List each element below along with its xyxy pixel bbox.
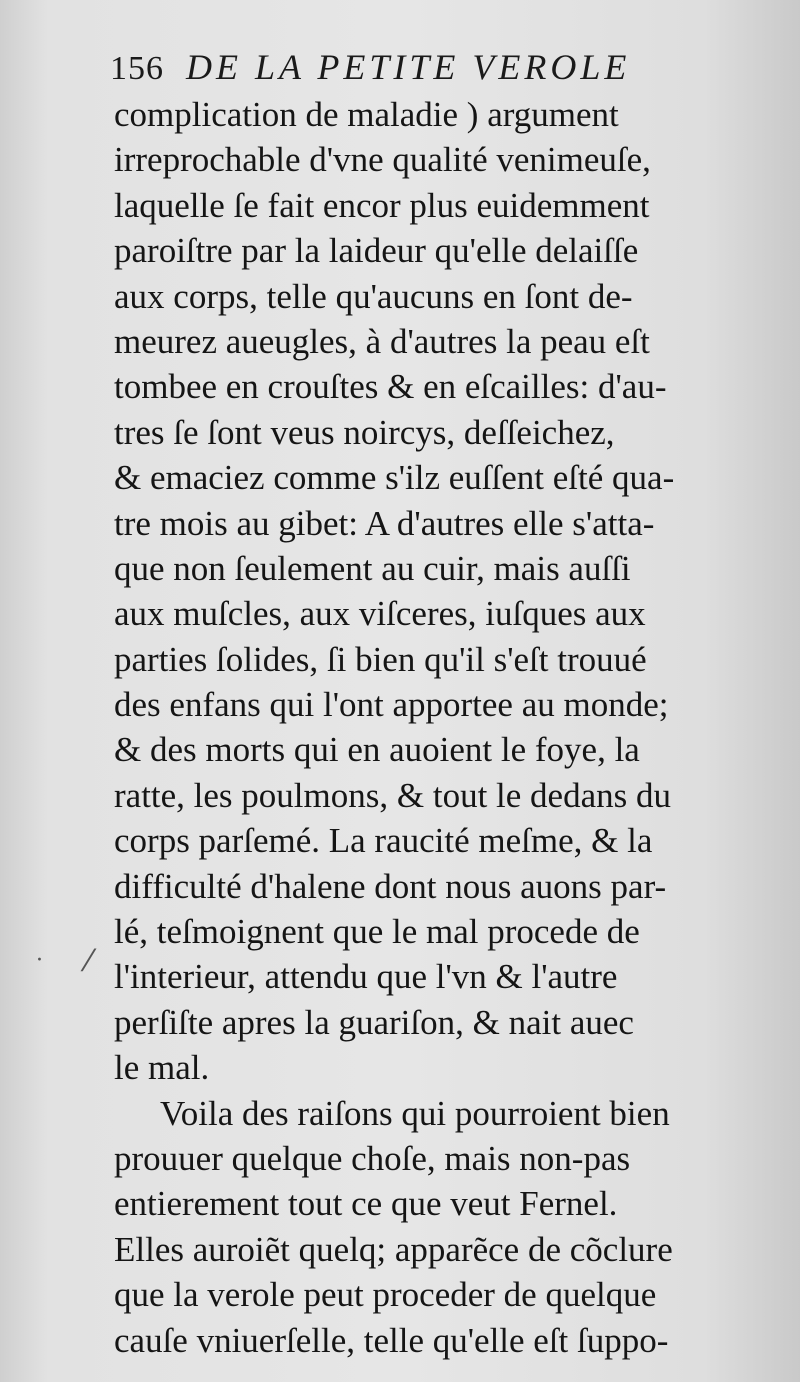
page-header [110, 46, 630, 92]
body-text [114, 92, 744, 1363]
text-line: Elles auroiẽt quelq; apparẽce de cõclure [114, 1229, 673, 1269]
text-line: & emaciez comme s'ilz euſſent eſté qua- [114, 458, 675, 498]
text-line: perſiſte apres la guariſon, & nait auec [114, 1002, 634, 1042]
text-line: ratte, les poulmons, & tout le dedans du [114, 775, 671, 815]
text-line: des enfans qui l'ont apportee au monde; [114, 685, 669, 725]
paragraph-start-line: Voila des raiſons qui pourroient bien [160, 1093, 670, 1133]
text-line: complication de maladie ) argument [114, 95, 619, 134]
text-line: lé, teſmoignent que le mal procede de [114, 912, 640, 952]
text-line: corps parſemé. La raucité meſme, & la [114, 821, 653, 861]
text-line: cauſe vniuerſelle, telle qu'elle eſt ſuppo- [114, 1320, 669, 1360]
running-title: DE LA PETITE VEROLE [186, 47, 631, 87]
text-line: meurez aueugles, à d'autres la peau eſt [114, 321, 650, 361]
text-line: paroiſtre par la laideur qu'elle delaiſſe [114, 231, 639, 271]
text-line: laquelle ſe fait encor plus euidemment [114, 185, 650, 225]
text-line: l'interieur, attendu que l'vn & l'autre [114, 957, 618, 997]
margin-mark-icon: ⁄ [86, 944, 92, 979]
text-line: le mal. [114, 1048, 210, 1088]
text-line: aux muſcles, aux viſceres, iuſques aux [114, 594, 646, 634]
text-line: tre mois au gibet: A d'autres elle s'atta- [114, 503, 655, 543]
text-line: irreprochable d'vne qualité venimeuſe, [114, 140, 651, 180]
text-line: aux corps, telle qu'aucuns en ſont de- [114, 276, 633, 316]
text-line: parties ſolides, ſi bien qu'il s'eſt trouué [114, 639, 647, 679]
margin-mark-icon: · [36, 948, 43, 973]
page-number: 156 [110, 50, 164, 87]
text-line: que non ſeulement au cuir, mais auſſi [114, 548, 631, 588]
text-line: prouuer quelque choſe, mais non-pas [114, 1138, 631, 1178]
text-line: entierement tout ce que veut Fernel. [114, 1184, 618, 1224]
text-line: que la verole peut proceder de quelque [114, 1275, 657, 1315]
text-line: tres ſe ſont veus noircys, deſſeichez, [114, 412, 615, 452]
text-line: & des morts qui en auoient le foye, la [114, 730, 640, 770]
text-line: difficulté d'halene dont nous auons par- [114, 866, 667, 906]
text-line: tombee en crouſtes & en eſcailles: d'au- [114, 367, 667, 407]
